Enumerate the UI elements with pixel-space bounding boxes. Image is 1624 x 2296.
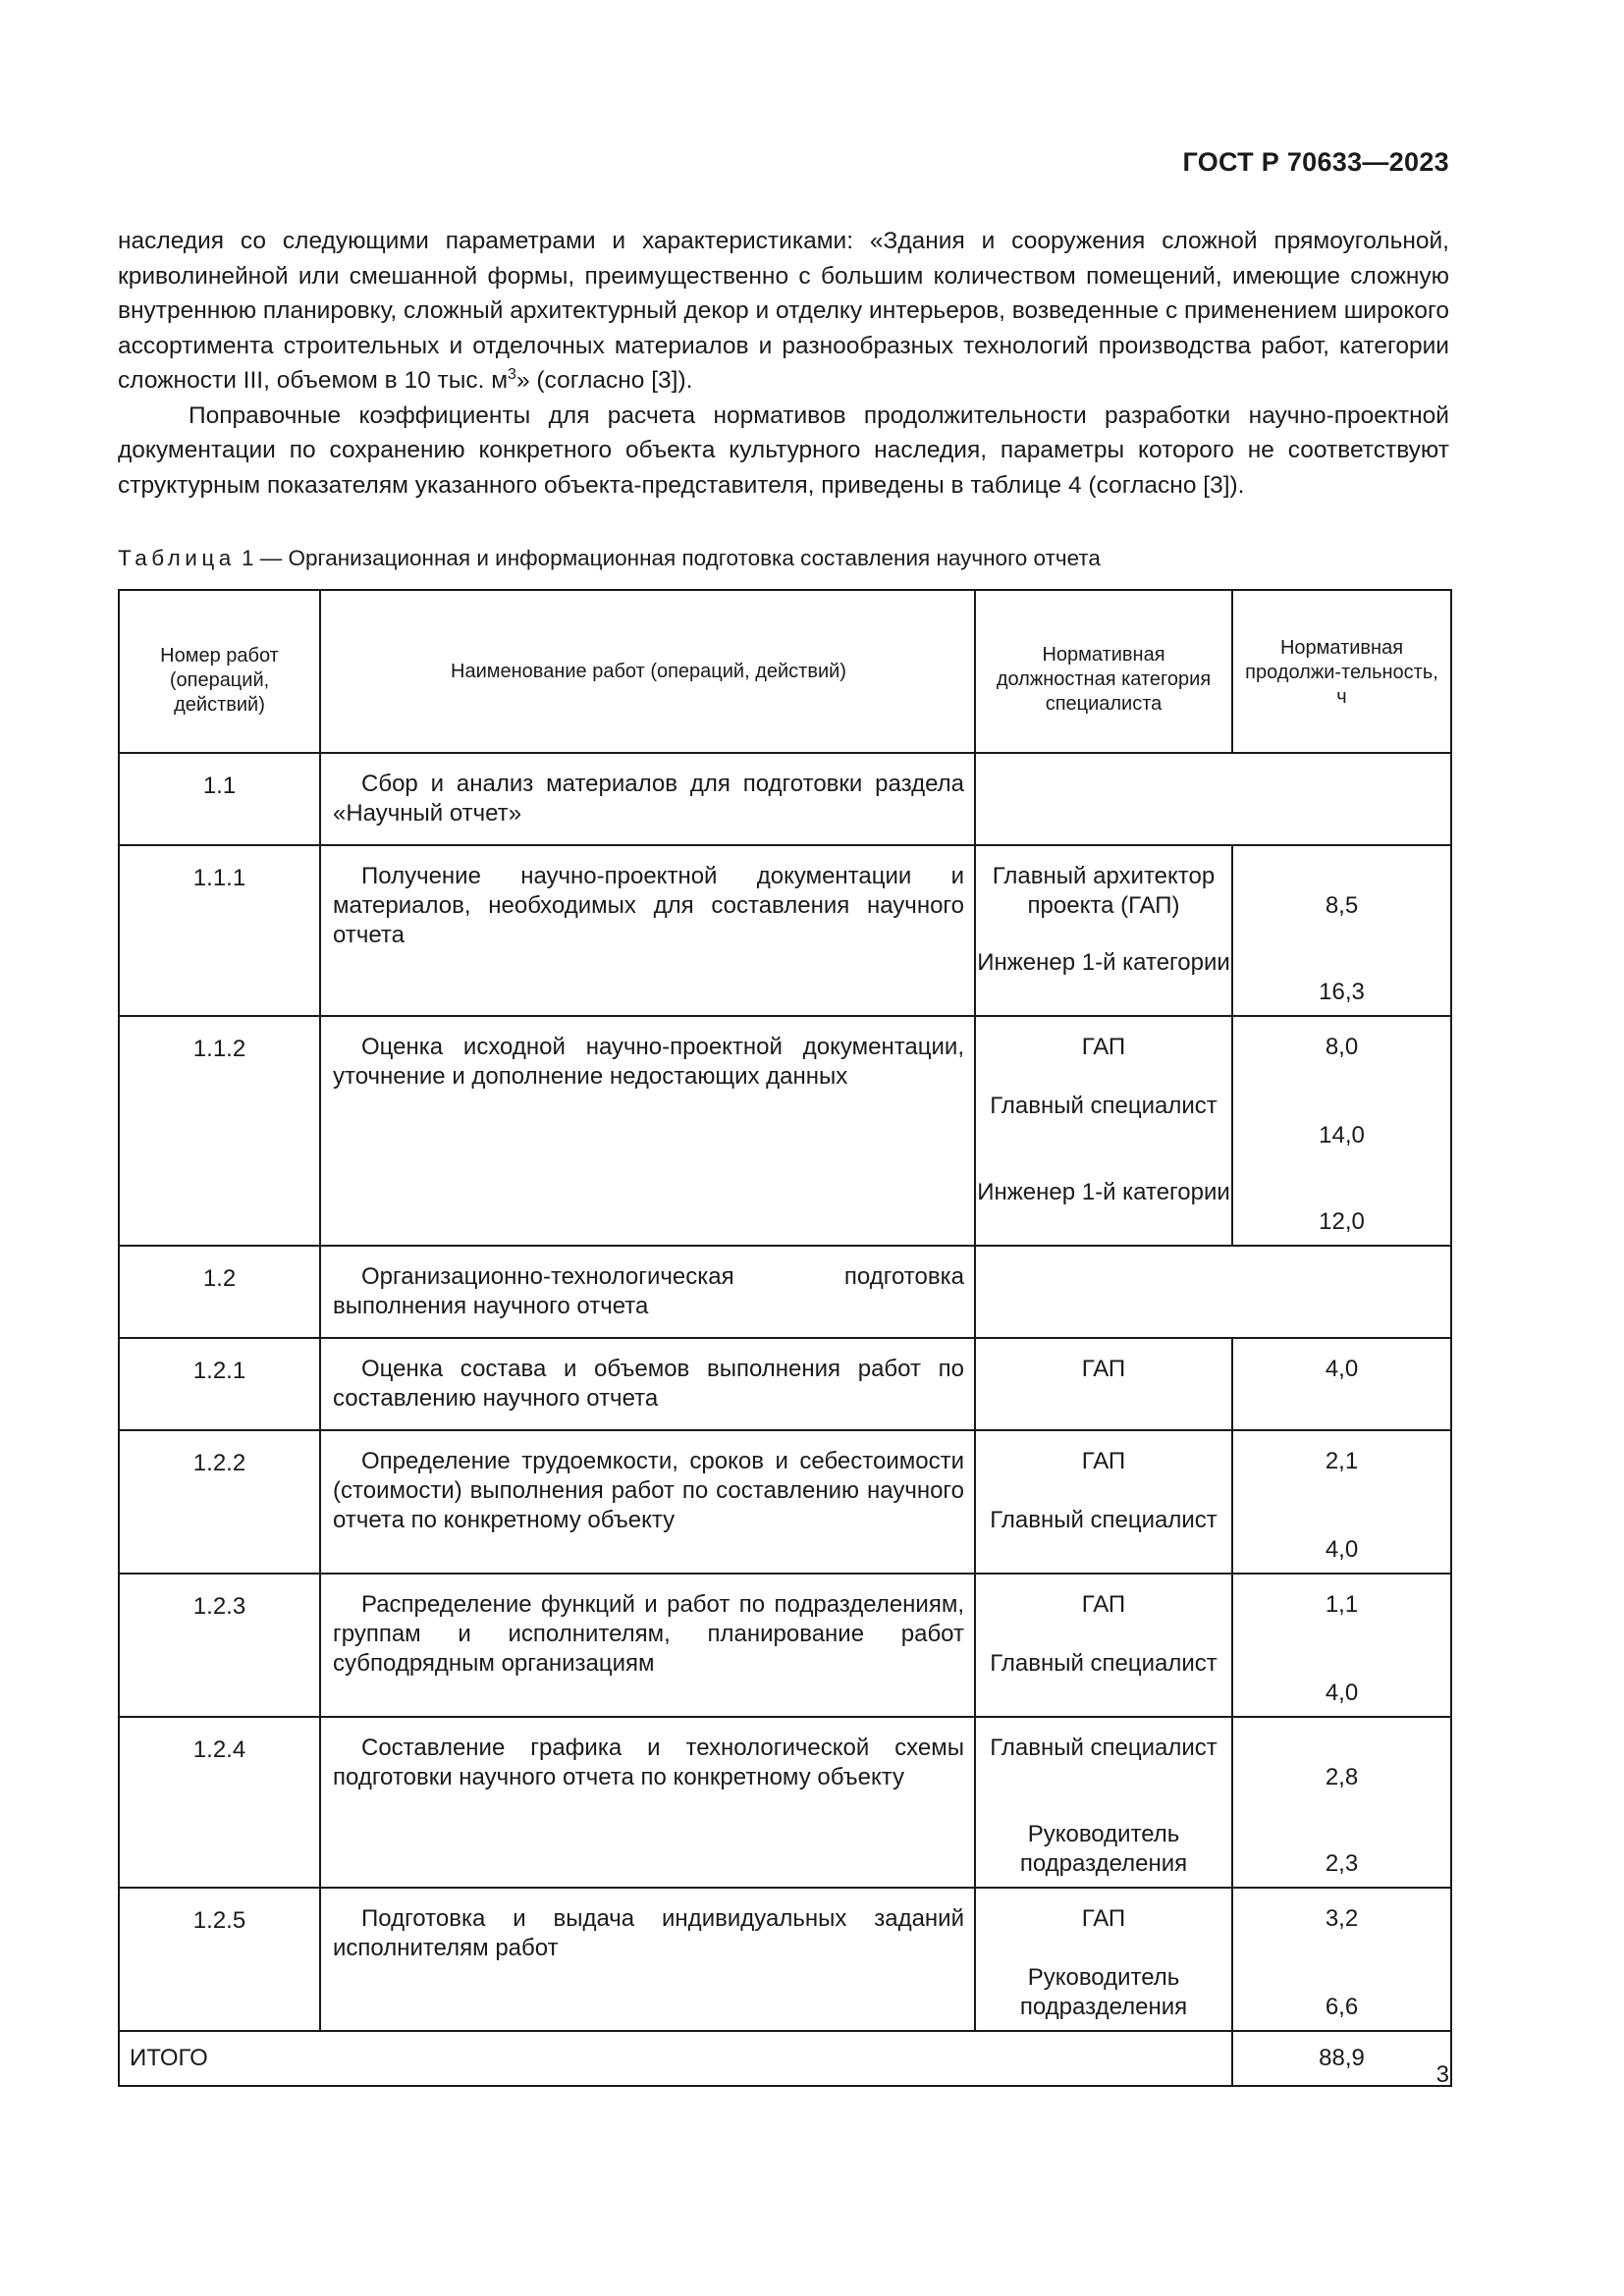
- table-caption: [118, 546, 1101, 571]
- header-category: Нормативная должностная категория специалиста: [975, 590, 1232, 753]
- duration-value: 14,0: [1319, 1122, 1365, 1148]
- row-duration-cell: [1232, 1016, 1451, 1246]
- duration-value: 2,3: [1325, 1850, 1359, 1877]
- row-category-cell: [975, 1430, 1232, 1574]
- total-value: 88,9: [1232, 2031, 1451, 2086]
- row-number: 1.1.1: [119, 845, 320, 1016]
- document-code: ГОСТ Р 70633—2023: [1182, 147, 1449, 177]
- row-duration-cell: [1232, 1717, 1451, 1888]
- header-name: Наименование работ (операций, действий): [320, 590, 975, 753]
- duration-entry: [1233, 1033, 1450, 1062]
- specialist-category: ГАП: [1081, 1448, 1126, 1474]
- paragraph-2: Поправочные коэффициенты для расчета нормативов продолжительности разработки научно-проектной документации по сохранению конкретного объекта культурного наследия, параметры которого не соответствуют структурным показателям указанного объекта-представителя, приведены в таблице 4 (согласно [3]).: [118, 401, 1449, 499]
- row-work-name: [320, 1338, 975, 1430]
- paragraph-1-tail: » (согласно [3]).: [515, 367, 693, 394]
- specialist-category: Главный специалист: [990, 1650, 1218, 1677]
- row-number: 1.2.2: [119, 1430, 320, 1574]
- row-work-name-text: Оценка исходной научно-проектной документации, уточнение и дополнение недостающих данных: [333, 1034, 964, 1090]
- table-caption-text: 1 — Организационная и информационная подготовка составления научного отчета: [242, 546, 1101, 570]
- duration-value: 16,3: [1319, 979, 1365, 1005]
- specialist-category: ГАП: [1081, 1356, 1126, 1382]
- row-category-cell: [975, 1574, 1232, 1717]
- duration-value: 4,0: [1325, 1356, 1359, 1382]
- row-number: 1.2.4: [119, 1717, 320, 1888]
- duration-entry: [1233, 1590, 1450, 1620]
- duration-value: 2,1: [1325, 1448, 1359, 1474]
- table-row: [119, 1574, 1451, 1717]
- row-duration-cell: [1232, 1430, 1451, 1574]
- row-category-cell: [975, 1338, 1232, 1430]
- duration-value: 6,6: [1325, 1994, 1359, 2020]
- row-category-cell: [975, 1016, 1232, 1246]
- row-work-name-text: Подготовка и выдача индивидуальных заданий исполнителям работ: [333, 1905, 964, 1961]
- specialist-category: Главный специалист: [990, 1735, 1218, 1761]
- row-work-name: [320, 1246, 975, 1338]
- duration-value: 12,0: [1319, 1208, 1365, 1235]
- duration-entry: [1233, 1904, 1450, 1934]
- duration-entry: [1233, 1506, 1450, 1565]
- row-number: 1.1.2: [119, 1016, 320, 1246]
- specialist-category: ГАП: [1081, 1905, 1126, 1932]
- row-empty-cell: [975, 753, 1451, 845]
- specialist-category: Инженер 1-й категории: [977, 1179, 1230, 1205]
- duration-entry: [1233, 1820, 1450, 1879]
- table-caption-label: Таблица: [118, 546, 236, 570]
- row-duration-cell: [1232, 1574, 1451, 1717]
- duration-value: 2,8: [1325, 1764, 1359, 1790]
- row-empty-cell: [975, 1246, 1451, 1338]
- duration-value: 8,5: [1325, 892, 1359, 919]
- duration-entry: [1233, 1963, 1450, 2022]
- row-number: 1.2.1: [119, 1338, 320, 1430]
- row-work-name: [320, 1717, 975, 1888]
- paragraph-1-main: наследия со следующими параметрами и характеристиками: «Здания и сооружения сложной прямоугольной, криволинейной или смешанной формы, преимущественно с большим количеством помещений, имеющие сложную внутреннюю планировку, сложный архитектурный декор и отделку интерьеров, возведенные с применением широкого ассортимента строительных и отделочных материалов и разнообразных технологий производства работ, категории сложности III, объемом в 10 тыс. м: [118, 228, 1449, 394]
- row-duration-cell: [1232, 845, 1451, 1016]
- row-number: 1.2.5: [119, 1888, 320, 2031]
- duration-value: 4,0: [1325, 1536, 1359, 1563]
- specialist-category: Руководитель подразделения: [1019, 1964, 1188, 2020]
- header-num: Номер работ (операций, действий): [119, 590, 320, 753]
- header-duration: Нормативная продолжи-тельность, ч: [1232, 590, 1451, 753]
- row-category-cell: [975, 845, 1232, 1016]
- duration-value: 8,0: [1325, 1034, 1359, 1060]
- row-duration-cell: [1232, 1338, 1451, 1430]
- table-row: [119, 1246, 1451, 1338]
- row-number: 1.2: [119, 1246, 320, 1338]
- duration-value: 3,2: [1325, 1905, 1359, 1932]
- row-work-name: [320, 845, 975, 1016]
- duration-entry: [1233, 1649, 1450, 1708]
- specialist-category: Руководитель подразделения: [1019, 1821, 1188, 1877]
- row-work-name-text: Оценка состава и объемов выполнения работ по составлению научного отчета: [333, 1356, 964, 1412]
- row-work-name: [320, 1888, 975, 2031]
- row-category-cell: [975, 1717, 1232, 1888]
- table-header-row: [119, 590, 1451, 753]
- duration-entry: [1233, 1734, 1450, 1792]
- duration-entry: [1233, 862, 1450, 921]
- paragraph-1: [118, 224, 1449, 399]
- table-row: [119, 1717, 1451, 1888]
- row-number: 1.1: [119, 753, 320, 845]
- duration-entry: [1233, 948, 1450, 1007]
- duration-value: 4,0: [1325, 1680, 1359, 1706]
- specialist-category: Главный специалист: [990, 1507, 1218, 1533]
- row-work-name-text: Распределение функций и работ по подразделениям, группам и исполнителям, планирование работ субподрядным организациям: [333, 1591, 964, 1677]
- specialist-category: Главный архитектор проекта (ГАП): [992, 863, 1216, 919]
- row-work-name: [320, 1016, 975, 1246]
- table-row: [119, 1430, 1451, 1574]
- work-table: [118, 589, 1452, 2087]
- row-category-cell: [975, 1888, 1232, 2031]
- duration-entry: [1233, 1447, 1450, 1476]
- duration-entry: [1233, 1178, 1450, 1237]
- duration-value: 1,1: [1325, 1591, 1359, 1618]
- row-duration-cell: [1232, 1888, 1451, 2031]
- specialist-category: Главный специалист: [990, 1093, 1218, 1119]
- specialist-category: Инженер 1-й категории: [977, 949, 1230, 976]
- row-work-name: [320, 753, 975, 845]
- specialist-category: ГАП: [1081, 1591, 1126, 1618]
- duration-entry: [1233, 1355, 1450, 1384]
- row-work-name: [320, 1430, 975, 1574]
- specialist-category: ГАП: [1081, 1034, 1126, 1060]
- row-number: 1.2.3: [119, 1574, 320, 1717]
- row-work-name-text: Определение трудоемкости, сроков и себестоимости (стоимости) выполнения работ по составлению научного отчета по конкретному объекту: [333, 1448, 964, 1533]
- row-work-name-text: Организационно-технологическая подготовка выполнения научного отчета: [333, 1263, 964, 1319]
- row-work-name-text: Получение научно-проектной документации и материалов, необходимых для составления научного отчета: [333, 863, 964, 948]
- row-work-name-text: Сбор и анализ материалов для подготовки раздела «Научный отчет»: [333, 771, 964, 827]
- page-number: 3: [1435, 2061, 1449, 2088]
- table-row: [119, 1338, 1451, 1430]
- table-row: [119, 753, 1451, 845]
- table-row: [119, 1888, 1451, 2031]
- row-work-name: [320, 1574, 975, 1717]
- paragraph-1-superscript: 3: [508, 366, 516, 383]
- total-label: ИТОГО: [119, 2031, 1232, 2086]
- table-row: [119, 845, 1451, 1016]
- row-work-name-text: Составление графика и технологической схемы подготовки научного отчета по конкретному объекту: [333, 1735, 964, 1790]
- total-row: [119, 2031, 1451, 2086]
- body-text: [118, 224, 1449, 503]
- table-row: [119, 1016, 1451, 1246]
- duration-entry: [1233, 1092, 1450, 1150]
